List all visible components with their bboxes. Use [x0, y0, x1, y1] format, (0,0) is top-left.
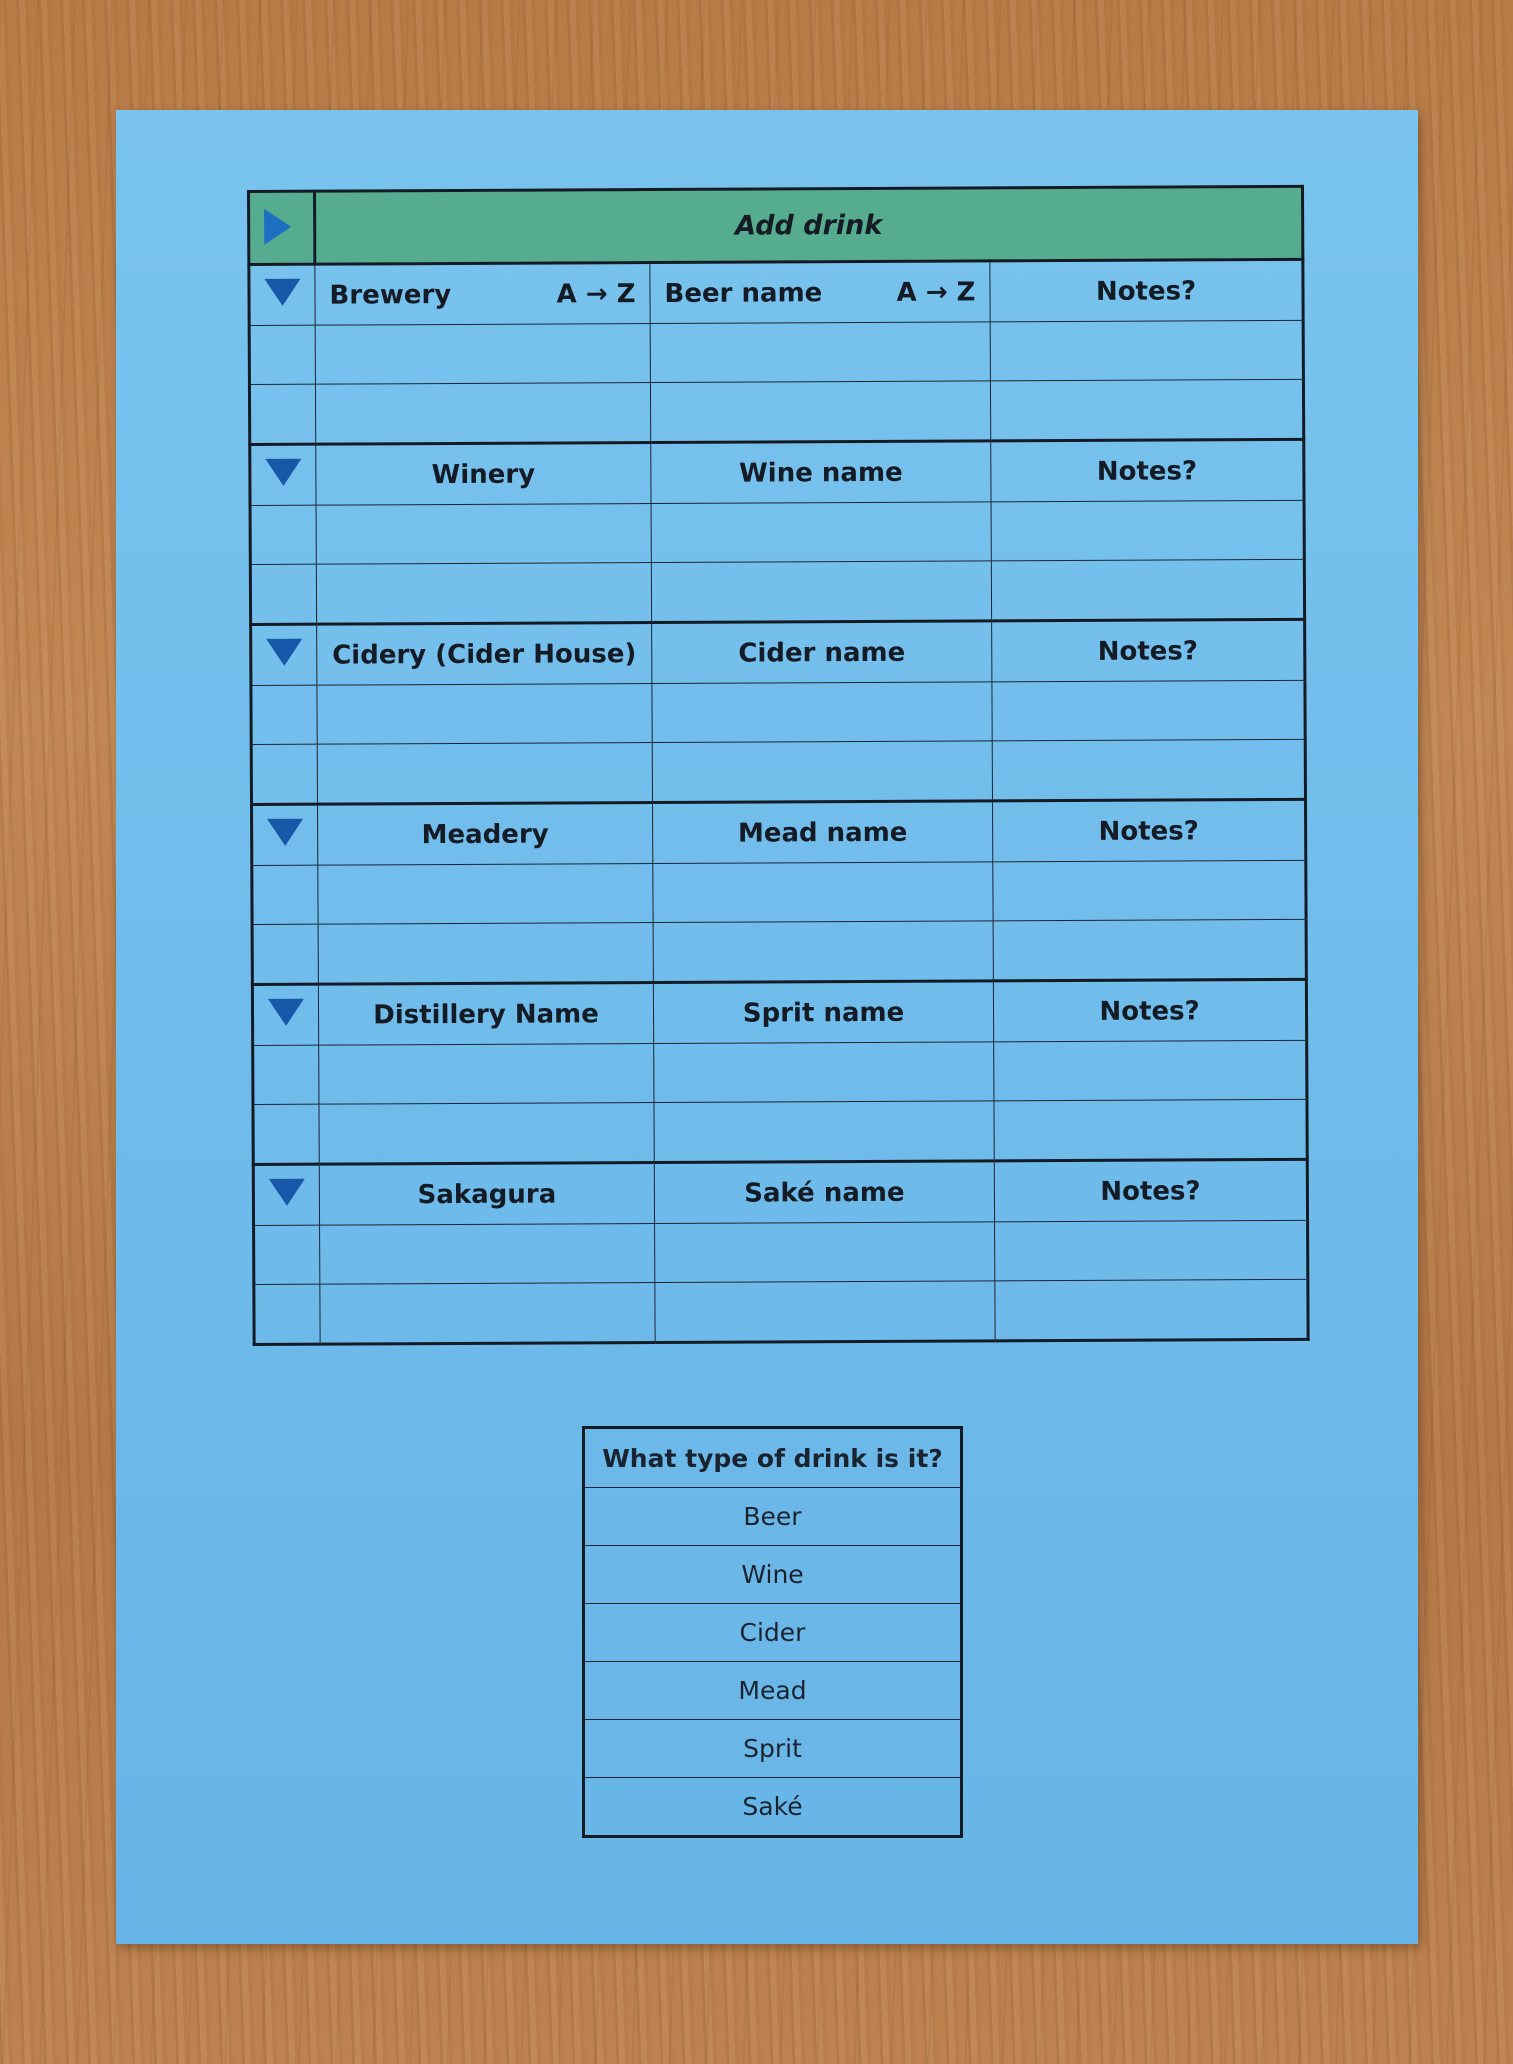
mead-name-cell[interactable]	[653, 862, 993, 923]
section-header-cider	[251, 619, 1305, 685]
row-marker-cell	[249, 325, 315, 384]
drink-type-option-cider[interactable]: Cider	[584, 1604, 962, 1662]
add-drink-row[interactable]	[249, 186, 1303, 264]
column-header-notes: Notes?	[991, 439, 1304, 502]
table-row	[251, 739, 1305, 804]
row-marker-cell	[252, 924, 318, 984]
row-marker-cell	[250, 564, 316, 624]
notes-cell[interactable]	[995, 1220, 1308, 1281]
notes-cell[interactable]	[995, 1279, 1308, 1341]
section-header-sake	[253, 1159, 1307, 1225]
section-header-spirit	[252, 979, 1306, 1045]
meadery-cell[interactable]	[318, 864, 653, 925]
winery-cell[interactable]	[316, 504, 651, 565]
table-row	[252, 919, 1306, 984]
notes-cell[interactable]	[994, 1099, 1307, 1161]
drink-type-option-spirit[interactable]: Sprit	[584, 1720, 962, 1778]
drink-type-picker	[582, 1426, 963, 1838]
winery-cell[interactable]	[316, 563, 651, 625]
mead-name-cell[interactable]	[653, 921, 993, 983]
add-drink-bar[interactable]	[315, 186, 1303, 264]
column-header-sakagura: Sakagura	[319, 1163, 654, 1226]
list-item[interactable]	[584, 1604, 962, 1662]
table-row	[254, 1279, 1308, 1344]
notes-cell[interactable]	[991, 500, 1304, 561]
play-icon	[264, 209, 291, 245]
drink-type-option-beer[interactable]: Beer	[584, 1488, 962, 1546]
table-row	[252, 860, 1306, 924]
list-item[interactable]	[584, 1488, 962, 1546]
sort-az-beer-name[interactable]: A → Z	[896, 276, 976, 308]
list-item[interactable]	[584, 1778, 962, 1837]
beer-name-cell[interactable]	[650, 381, 990, 443]
section-toggle-beer[interactable]	[249, 264, 315, 325]
chevron-down-icon	[265, 459, 301, 486]
row-marker-cell	[250, 505, 316, 564]
section-toggle-cider[interactable]	[251, 624, 317, 685]
notes-cell[interactable]	[992, 739, 1305, 801]
column-header-notes: Notes?	[990, 259, 1303, 322]
sort-az-brewery[interactable]: A → Z	[556, 278, 636, 309]
sake-name-cell[interactable]	[655, 1222, 995, 1283]
wine-name-cell[interactable]	[651, 502, 991, 563]
column-header-notes: Notes?	[992, 799, 1305, 862]
sake-name-cell[interactable]	[655, 1281, 995, 1343]
column-header-brewery[interactable]	[315, 263, 650, 326]
column-header-mead-name: Mead name	[652, 801, 992, 864]
section-toggle-mead[interactable]	[252, 804, 318, 865]
column-header-wine-name: Wine name	[651, 441, 991, 504]
distillery-cell[interactable]	[319, 1044, 654, 1105]
chevron-down-icon	[266, 639, 302, 666]
drink-type-option-sake[interactable]: Saké	[584, 1778, 962, 1837]
column-header-sake-name: Saké name	[654, 1161, 994, 1224]
product-label: Beer name	[664, 277, 823, 309]
section-toggle-sake[interactable]	[253, 1164, 319, 1225]
table-row	[249, 379, 1303, 444]
table-row	[249, 320, 1303, 384]
table-row	[250, 500, 1304, 564]
column-header-spirit-name: Sprit name	[653, 981, 993, 1044]
notes-cell[interactable]	[993, 919, 1306, 981]
drink-type-title: What type of drink is it?	[584, 1428, 962, 1488]
section-header-beer	[249, 259, 1303, 325]
row-marker-cell	[249, 384, 315, 444]
cidery-cell[interactable]	[317, 684, 652, 745]
column-header-cidery: Cidery (Cider House)	[317, 623, 652, 686]
sakagura-cell[interactable]	[320, 1224, 655, 1285]
row-marker-cell	[253, 1045, 319, 1104]
distillery-cell[interactable]	[319, 1103, 654, 1165]
column-header-notes: Notes?	[994, 1159, 1307, 1222]
row-marker-cell	[254, 1284, 320, 1344]
row-marker-cell	[254, 1225, 320, 1284]
table-row	[253, 1040, 1307, 1104]
chevron-down-icon	[267, 819, 303, 846]
section-header-mead	[252, 799, 1306, 865]
chevron-down-icon	[268, 999, 304, 1026]
drink-type-option-mead[interactable]: Mead	[584, 1662, 962, 1720]
spirit-name-cell[interactable]	[654, 1042, 994, 1103]
column-header-notes: Notes?	[992, 619, 1305, 682]
column-header-distillery: Distillery Name	[318, 983, 653, 1046]
notes-cell[interactable]	[990, 320, 1303, 381]
meadery-cell[interactable]	[318, 923, 653, 985]
section-toggle-wine[interactable]	[250, 444, 316, 505]
notes-cell[interactable]	[991, 559, 1304, 621]
cidery-cell[interactable]	[317, 743, 652, 805]
row-marker-cell	[252, 865, 318, 924]
cider-name-cell[interactable]	[652, 682, 992, 743]
producer-label: Brewery	[329, 279, 452, 311]
paper-sheet	[116, 110, 1418, 1944]
notes-cell[interactable]	[994, 1040, 1307, 1101]
column-header-winery: Winery	[316, 443, 651, 506]
cider-name-cell[interactable]	[652, 741, 992, 803]
section-header-wine	[250, 439, 1304, 505]
beer-name-cell[interactable]	[650, 322, 990, 383]
table-row	[254, 1220, 1308, 1284]
notes-cell[interactable]	[992, 680, 1305, 741]
chevron-down-icon	[269, 1179, 305, 1206]
sakagura-cell[interactable]	[320, 1283, 655, 1345]
drink-type-header-row	[584, 1428, 962, 1488]
row-marker-cell	[253, 1104, 319, 1164]
column-header-notes: Notes?	[993, 979, 1306, 1042]
list-item[interactable]	[584, 1662, 962, 1720]
row-marker-cell	[251, 685, 317, 744]
section-toggle-spirit[interactable]	[252, 984, 318, 1045]
list-item[interactable]	[584, 1546, 962, 1604]
add-drink-button[interactable]	[249, 191, 315, 264]
notes-cell[interactable]	[993, 860, 1306, 921]
spirit-name-cell[interactable]	[654, 1101, 994, 1163]
drink-log-table	[247, 185, 1310, 1346]
table-row	[250, 559, 1304, 624]
column-header-cider-name: Cider name	[652, 621, 992, 684]
table-row	[253, 1099, 1307, 1164]
column-header-meadery: Meadery	[318, 803, 653, 866]
table-row	[251, 680, 1305, 744]
row-marker-cell	[251, 744, 317, 804]
column-header-beer-name[interactable]	[650, 261, 990, 324]
chevron-down-icon	[264, 279, 300, 306]
notes-cell[interactable]	[990, 379, 1303, 441]
brewery-cell[interactable]	[315, 383, 650, 445]
brewery-cell[interactable]	[315, 324, 650, 385]
wine-name-cell[interactable]	[651, 561, 991, 623]
list-item[interactable]	[584, 1720, 962, 1778]
add-drink-label: Add drink	[735, 209, 883, 242]
drink-type-option-wine[interactable]: Wine	[584, 1546, 962, 1604]
